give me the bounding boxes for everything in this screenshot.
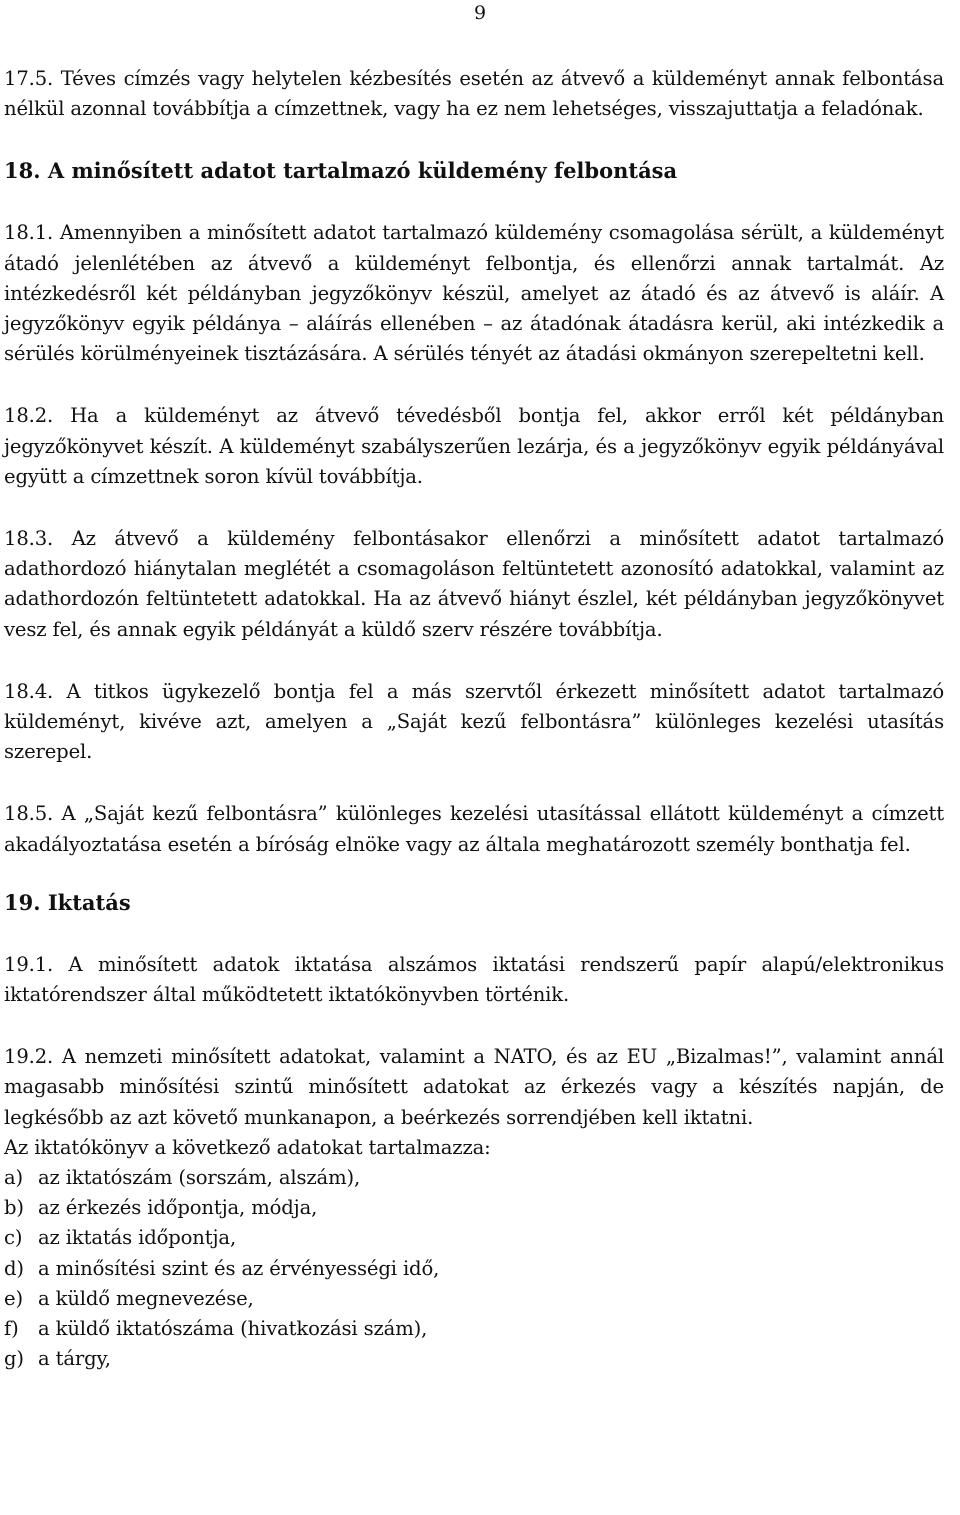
list-item [4, 1223, 944, 1253]
document-body [4, 64, 944, 1375]
list-item-text: az érkezés időpontja, módja, [38, 1196, 318, 1220]
list-marker: a) [4, 1166, 24, 1190]
list-item [4, 1193, 944, 1223]
list-item-text: a minősítési szint és az érvényességi idő, [38, 1256, 440, 1280]
page-number: 9 [474, 2, 487, 24]
list-item-text: a tárgy, [38, 1347, 111, 1371]
list-marker: g) [4, 1347, 24, 1371]
list-item-text: az iktatás időpontja, [38, 1226, 237, 1250]
list-marker: d) [4, 1256, 24, 1280]
list-item [4, 1163, 944, 1193]
list-marker: f) [4, 1317, 19, 1341]
list-item [4, 1254, 944, 1284]
heading-section-19: 19. Iktatás [4, 889, 131, 915]
list-item [4, 1344, 944, 1374]
heading-section-18: 18. A minősített adatot tartalmazó küldemény felbontása [4, 158, 678, 184]
paragraph-18-1: 18.1. Amennyiben a minősített adatot tartalmazó küldemény csomagolása sérült, a küldeményt átadó jelenlétében az átvevő a küldeményt felbontja, és ellenőrzi annak tartalmát. Az intézkedésről két példányban jegyzőkönyv készül, amelyet az átadó és az átvevő is aláír. A jegyzőkönyv egyik példánya – aláírás ellenében – az átadónak átadásra kerül, aki intézkedik a sérülés körülményeinek tisztázására. A sérülés tényét az átadási okmányon szerepeltetni kell. [4, 221, 944, 366]
paragraph-19-1: 19.1. A minősített adatok iktatása alszámos iktatási rendszerű papír alapú/elektronikus iktatórendszer által működtetett iktatókönyvben történik. [4, 952, 944, 1007]
list-marker: c) [4, 1226, 23, 1250]
paragraph-18-2: 18.2. Ha a küldeményt az átvevő tévedésből bontja fel, akkor erről két példányban jegyzőkönyvet készít. A küldeményt szabályszerűen lezárja, és a jegyzőkönyv egyik példányával együtt a címzettnek soron kívül továbbítja. [4, 404, 944, 488]
list-item-text: a küldő megnevezése, [38, 1286, 254, 1310]
list-item-text: a küldő iktatószáma (hivatkozási szám), [38, 1317, 428, 1341]
list-marker: b) [4, 1196, 24, 1220]
paragraph-18-3: 18.3. Az átvevő a küldemény felbontásakor ellenőrzi a minősített adatot tartalmazó adathordozó hiánytalan meglétét a csomagoláson feltüntetett azonosító adatokkal, valamint az adathordozón feltüntetett adatokkal. Ha az átvevő hiányt észlel, két példányban jegyzőkönyvet vesz fel, és annak egyik példányát a küldő szerv részére továbbítja. [4, 527, 944, 641]
data-list [4, 1163, 944, 1374]
paragraph-18-5: 18.5. A „Saját kezű felbontásra” különleges kezelési utasítással ellátott küldeményt a címzett akadályoztatása esetén a bíróság elnöke vagy az általa meghatározott személy bonthatja fel. [4, 802, 944, 856]
paragraph-17-5: 17.5. Téves címzés vagy helytelen kézbesítés esetén az átvevő a küldeményt annak felbontása nélkül azonnal továbbítja a címzettnek, vagy ha ez nem lehetséges, visszajuttatja a feladónak. [4, 67, 944, 121]
list-item [4, 1314, 944, 1344]
list-item-text: az iktatószám (sorszám, alszám), [38, 1166, 361, 1190]
list-intro: Az iktatókönyv a következő adatokat tartalmazza: [4, 1135, 491, 1159]
list-marker: e) [4, 1286, 23, 1310]
paragraph-18-4: 18.4. A titkos ügykezelő bontja fel a más szervtől érkezett minősített adatot tartalmazó küldeményt, kivéve azt, amelyen a „Saját kezű felbontásra” különleges kezelési utasítás szerepel. [4, 679, 944, 764]
list-item [4, 1284, 944, 1314]
paragraph-19-2: 19.2. A nemzeti minősített adatokat, valamint a NATO, és az EU „Bizalmas!”, valamint annál magasabb minősítési szintű minősített adatokat az érkezés vagy a készítés napján, de legkésőbb az azt követő munkanapon, a beérkezés sorrendjében kell iktatni. [4, 1045, 944, 1129]
